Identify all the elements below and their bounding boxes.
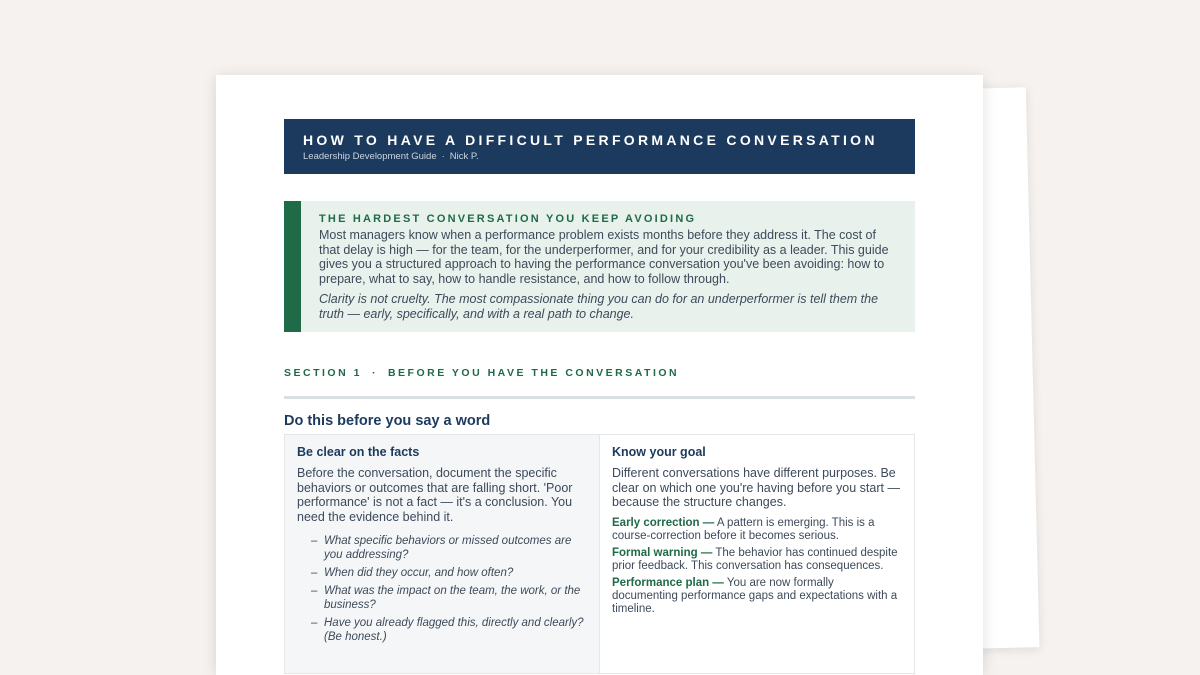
facts-column [285,435,600,673]
section-separator: · [371,367,378,379]
goal-term: Formal warning — [612,546,713,559]
goal-description: You are now formally documenting performance gaps and expectations with a timeline. [612,576,898,615]
section-heading [284,367,915,379]
callout-quote: Clarity is not cruelty. The most compassionate thing you can do for an underperformer is tell them the truth — early, specifically, and with a real path to change. [319,292,879,321]
goal-paragraph: Different conversations have different purposes. Be clear on which one you're having before you start — because the structure changes. [612,466,900,510]
document-content [284,119,915,674]
goal-description: A pattern is emerging. This is a course-correction before it becomes serious. [612,516,875,542]
list-item: – What was the impact on the team, the work, or the business? [311,584,587,612]
callout-title: THE HARDEST CONVERSATION YOU KEEP AVOIDING [319,213,697,225]
title-banner [284,119,915,174]
list-item: – Have you already flagged this, directly and clearly? (Be honest.) [311,616,587,644]
goal-item-early-correction [612,517,902,543]
section-title: BEFORE YOU HAVE THE CONVERSATION [387,367,680,379]
callout-paragraph: Most managers know when a performance problem exists months before they address it. The cost of that delay is high — for the team, for the underperformer, and for your credibility as a leader. This guide gives you a structured approach to having the performance conversation you've been avoiding: how to prepare, what to say, how to handle resistance, and how to follow through. [319,228,889,286]
author-name: Nick P. [449,151,479,162]
list-item: – What specific behaviors or missed outcomes are you addressing? [311,534,587,562]
guide-type: Leadership Development Guide [303,151,437,162]
goal-item-formal-warning [612,547,902,573]
goal-description: The behavior has continued despite prior feedback. This conversation has consequences. [612,546,898,572]
facts-paragraph: Before the conversation, document the specific behaviors or outcomes that are falling short. 'Poor performance' is not a fact — it's a conclusion. You need the evidence behind it. [297,466,573,524]
goal-term: Early correction — [612,516,715,529]
two-column-panel [284,434,915,674]
goal-column [600,435,914,673]
section-number: SECTION 1 [284,367,362,379]
section-divider [284,396,915,399]
goal-item-performance-plan [612,577,902,616]
document-page [216,75,983,675]
goal-term: Performance plan — [612,576,724,589]
document-title: HOW TO HAVE A DIFFICULT PERFORMANCE CONVERSATION [303,132,878,148]
callout-body [301,201,915,332]
document-subtitle [303,151,896,162]
intro-callout [284,201,915,332]
goal-title: Know your goal [612,445,706,459]
facts-question-list [297,534,587,644]
callout-accent-bar [284,201,301,332]
subtitle-separator: · [441,151,445,162]
facts-title: Be clear on the facts [297,445,420,459]
list-item: – When did they occur, and how often? [311,566,587,580]
section-subhead: Do this before you say a word [284,413,491,429]
